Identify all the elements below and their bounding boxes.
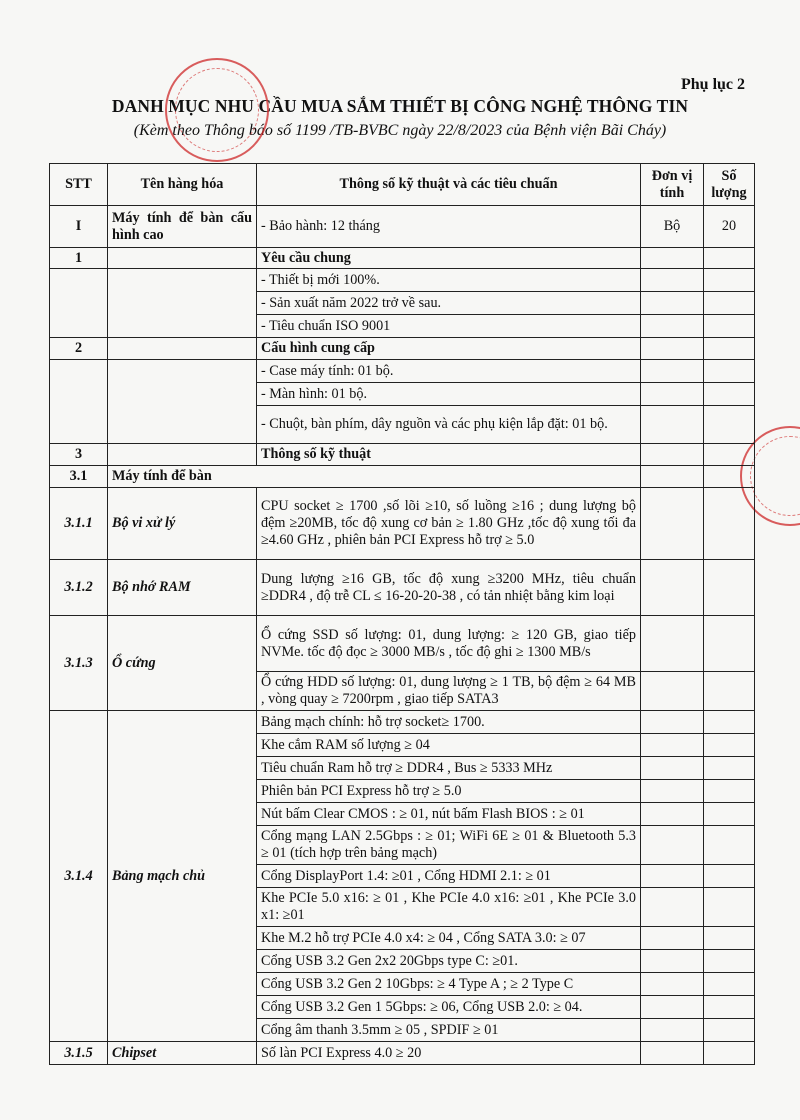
- cell-spec: Số làn PCI Express 4.0 ≥ 20: [257, 1042, 641, 1065]
- cell-spec: Nút bấm Clear CMOS : ≥ 01, nút bấm Flash BIOS : ≥ 01: [257, 803, 641, 826]
- header-name: Tên hàng hóa: [108, 164, 257, 206]
- cell-unit: [641, 973, 704, 996]
- cell-unit: [641, 406, 704, 444]
- cell-spec: Cổng USB 3.2 Gen 1 5Gbps: ≥ 06, Cổng USB 2.0: ≥ 04.: [257, 996, 641, 1019]
- cell-unit: [641, 248, 704, 269]
- cell-qty: [704, 292, 755, 315]
- cell-unit: [641, 672, 704, 711]
- cell-qty: [704, 560, 755, 616]
- cell-stt: 2: [50, 338, 108, 360]
- cell-unit: [641, 757, 704, 780]
- cell-unit: [641, 734, 704, 757]
- cell-qty: 20: [704, 206, 755, 248]
- document-title: DANH MỤC NHU CẦU MUA SẮM THIẾT BỊ CÔNG NGHỆ THÔNG TIN: [111, 96, 689, 116]
- table-row: [50, 248, 755, 269]
- cell-spec: Khe PCIe 5.0 x16: ≥ 01 , Khe PCIe 4.0 x16: ≥01 , Khe PCIe 3.0 x1: ≥01: [257, 888, 641, 927]
- table-row: [50, 444, 755, 466]
- cell-qty: [704, 803, 755, 826]
- cell-spec: Bảng mạch chính: hỗ trợ socket≥ 1700.: [257, 711, 641, 734]
- equipment-table: [49, 163, 755, 1065]
- cell-unit: [641, 616, 704, 672]
- header-spec: Thông số kỹ thuật và các tiêu chuẩn: [257, 164, 641, 206]
- header-stt: STT: [50, 164, 108, 206]
- hospital-seal-stamp: [165, 58, 269, 162]
- section-title: Thông số kỹ thuật: [257, 444, 641, 466]
- cell-qty: [704, 757, 755, 780]
- section-title: Máy tính để bàn: [108, 466, 641, 488]
- cell-stt: [50, 269, 108, 338]
- cell-qty: [704, 338, 755, 360]
- cell-unit: Bộ: [641, 206, 704, 248]
- cell-name: [108, 248, 257, 269]
- cell-qty: [704, 406, 755, 444]
- cell-spec: Tiêu chuẩn Ram hỗ trợ ≥ DDR4 , Bus ≥ 5333 MHz: [257, 757, 641, 780]
- cell-unit: [641, 315, 704, 338]
- cell-stt: 1: [50, 248, 108, 269]
- cell-unit: [641, 383, 704, 406]
- table-row: [50, 711, 755, 734]
- cell-qty: [704, 466, 755, 488]
- cell-qty: [704, 616, 755, 672]
- table-row: [50, 269, 755, 292]
- cell-unit: [641, 1042, 704, 1065]
- cell-name: [108, 338, 257, 360]
- table-row: [50, 488, 755, 560]
- cell-name: Chipset: [108, 1042, 257, 1065]
- table-row: [50, 466, 755, 488]
- cell-name: Bảng mạch chủ: [108, 711, 257, 1042]
- cell-qty: [704, 826, 755, 865]
- cell-unit: [641, 865, 704, 888]
- table-row: [50, 616, 755, 672]
- cell-name: Bộ nhớ RAM: [108, 560, 257, 616]
- cell-qty: [704, 711, 755, 734]
- cell-stt: 3.1.1: [50, 488, 108, 560]
- cell-qty: [704, 315, 755, 338]
- cell-unit: [641, 927, 704, 950]
- cell-spec: - Màn hình: 01 bộ.: [257, 383, 641, 406]
- cell-name: Bộ vi xử lý: [108, 488, 257, 560]
- cell-stt: 3.1: [50, 466, 108, 488]
- cell-spec: Phiên bản PCI Express hỗ trợ ≥ 5.0: [257, 780, 641, 803]
- cell-name: [108, 444, 257, 466]
- cell-spec: Cổng âm thanh 3.5mm ≥ 05 , SPDIF ≥ 01: [257, 1019, 641, 1042]
- cell-qty: [704, 1019, 755, 1042]
- cell-unit: [641, 338, 704, 360]
- cell-qty: [704, 672, 755, 711]
- cell-qty: [704, 973, 755, 996]
- cell-stt: 3.1.2: [50, 560, 108, 616]
- cell-unit: [641, 803, 704, 826]
- cell-stt: [50, 360, 108, 444]
- cell-spec: Ổ cứng HDD số lượng: 01, dung lượng ≥ 1 TB, bộ đệm ≥ 64 MB , vòng quay ≥ 7200rpm , giao tiếp SATA3: [257, 672, 641, 711]
- cell-qty: [704, 888, 755, 927]
- cell-spec: - Chuột, bàn phím, dây nguồn và các phụ kiện lắp đặt: 01 bộ.: [257, 406, 641, 444]
- cell-qty: [704, 444, 755, 466]
- cell-stt: 3.1.3: [50, 616, 108, 711]
- cell-unit: [641, 488, 704, 560]
- table-row: [50, 360, 755, 383]
- table-header-row: [50, 164, 755, 206]
- table-row: [50, 338, 755, 360]
- section-title: Yêu cầu chung: [257, 248, 641, 269]
- cell-stt: 3.1.4: [50, 711, 108, 1042]
- cell-spec: - Tiêu chuẩn ISO 9001: [257, 315, 641, 338]
- cell-qty: [704, 865, 755, 888]
- cell-unit: [641, 888, 704, 927]
- cell-name: Ổ cứng: [108, 616, 257, 711]
- cell-qty: [704, 996, 755, 1019]
- cell-qty: [704, 780, 755, 803]
- cell-qty: [704, 269, 755, 292]
- cell-stt: 3: [50, 444, 108, 466]
- cell-qty: [704, 734, 755, 757]
- section-title: Cấu hình cung cấp: [257, 338, 641, 360]
- cell-unit: [641, 292, 704, 315]
- cell-spec: Dung lượng ≥16 GB, tốc độ xung ≥3200 MHz, tiêu chuẩn ≥DDR4 , độ trễ CL ≤ 16-20-20-38 , có tản nhiệt bằng kim loại: [257, 560, 641, 616]
- cell-unit: [641, 466, 704, 488]
- seal-ring: [750, 436, 800, 516]
- cell-spec: - Bảo hành: 12 tháng: [257, 206, 641, 248]
- cell-spec: Cổng USB 3.2 Gen 2x2 20Gbps type C: ≥01.: [257, 950, 641, 973]
- cell-name: Máy tính để bàn cấu hình cao: [108, 206, 257, 248]
- cell-spec: Khe M.2 hỗ trợ PCIe 4.0 x4: ≥ 04 , Cổng SATA 3.0: ≥ 07: [257, 927, 641, 950]
- cell-unit: [641, 560, 704, 616]
- cell-spec: - Case máy tính: 01 bộ.: [257, 360, 641, 383]
- header-qty: Số lượng: [704, 164, 755, 206]
- cell-spec: Ổ cứng SSD số lượng: 01, dung lượng: ≥ 120 GB, giao tiếp NVMe. tốc độ đọc ≥ 3000 MB/s , tốc độ ghi ≥ 1300 MB/s: [257, 616, 641, 672]
- cell-spec: Cổng DisplayPort 1.4: ≥01 , Cổng HDMI 2.1: ≥ 01: [257, 865, 641, 888]
- cell-unit: [641, 950, 704, 973]
- cell-qty: [704, 1042, 755, 1065]
- cell-unit: [641, 711, 704, 734]
- cell-qty: [704, 360, 755, 383]
- cell-spec: CPU socket ≥ 1700 ,số lõi ≥10, số luồng ≥16 ; dung lượng bộ đệm ≥20MB, tốc độ xung cơ bản ≥ 1.80 GHz ,tốc độ xung tối đa ≥4.60 GHz , phiên bản PCI Express hỗ trợ ≥ 5.0: [257, 488, 641, 560]
- table-row: [50, 206, 755, 248]
- cell-unit: [641, 780, 704, 803]
- table-row: [50, 1042, 755, 1065]
- cell-name: [108, 269, 257, 338]
- document-subtitle: (Kèm theo Thông báo số 1199 /TB-BVBC ngày 22/8/2023 của Bệnh viện Bãi Cháy): [133, 122, 667, 139]
- cell-stt: I: [50, 206, 108, 248]
- cell-unit: [641, 360, 704, 383]
- cell-qty: [704, 248, 755, 269]
- seal-ring: [175, 68, 259, 152]
- cell-spec: Cổng mạng LAN 2.5Gbps : ≥ 01; WiFi 6E ≥ 01 & Bluetooth 5.3 ≥ 01 (tích hợp trên bảng mạch): [257, 826, 641, 865]
- header-unit: Đơn vị tính: [641, 164, 704, 206]
- cell-unit: [641, 444, 704, 466]
- cell-qty: [704, 383, 755, 406]
- cell-name: [108, 360, 257, 444]
- cell-qty: [704, 488, 755, 560]
- cell-qty: [704, 950, 755, 973]
- appendix-label: Phụ lục 2: [681, 76, 746, 93]
- cell-unit: [641, 826, 704, 865]
- cell-qty: [704, 927, 755, 950]
- cell-stt: 3.1.5: [50, 1042, 108, 1065]
- cell-spec: - Thiết bị mới 100%.: [257, 269, 641, 292]
- cell-spec: Cổng USB 3.2 Gen 2 10Gbps: ≥ 4 Type A ; ≥ 2 Type C: [257, 973, 641, 996]
- cell-spec: Khe cắm RAM số lượng ≥ 04: [257, 734, 641, 757]
- cell-spec: - Sản xuất năm 2022 trở về sau.: [257, 292, 641, 315]
- table-row: [50, 560, 755, 616]
- cell-unit: [641, 1019, 704, 1042]
- cell-unit: [641, 269, 704, 292]
- cell-unit: [641, 996, 704, 1019]
